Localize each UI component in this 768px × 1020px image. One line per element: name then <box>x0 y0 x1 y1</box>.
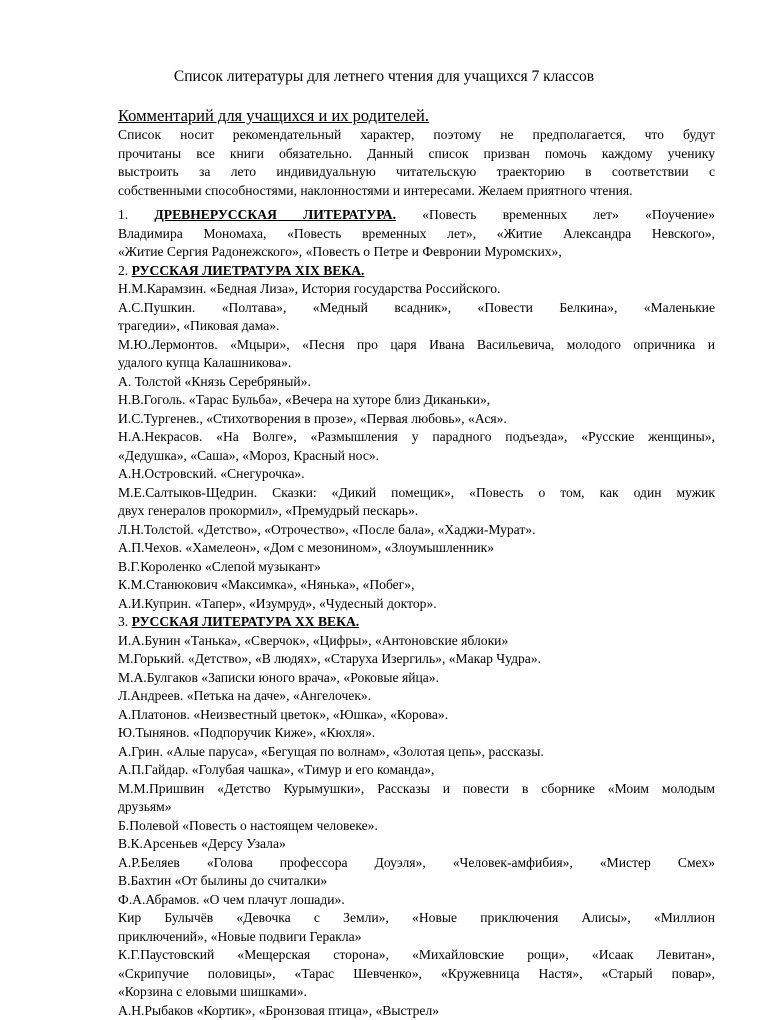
list-item: М.Е.Салтыков-Щедрин. Сказки: «Дикий помещик», «Повесть о том, как один мужик <box>118 484 715 503</box>
section-1-heading: ДРЕВНЕРУССКАЯ ЛИТЕРАТУРА. <box>154 207 396 222</box>
list-item: А.Н.Рыбаков «Кортик», «Бронзовая птица», «Выстрел» <box>118 1002 715 1020</box>
list-item: А.Н.Островский. «Снегурочка». <box>118 465 715 484</box>
list-item: Ю.Тынянов. «Подпоручик Киже», «Кюхля». <box>118 724 715 743</box>
section-1-first-line: «Повесть временных лет» «Поучение» <box>422 207 715 222</box>
list-item: М.А.Булгаков «Записки юного врача», «Роковые яйца». <box>118 669 715 688</box>
list-item: И.А.Бунин «Танька», «Сверчок», «Цифры», «Антоновские яблоки» <box>118 632 715 651</box>
intro-line: выстроить за лето индивидуальную читательскую траекторию в соответствии с <box>118 163 715 182</box>
list-item: «Дедушка», «Саша», «Мороз, Красный нос». <box>118 447 715 466</box>
intro-line: прочитаны все книги обязательно. Данный список призван помочь каждому ученику <box>118 145 715 164</box>
list-item: А.С.Пушкин. «Полтава», «Медный всадник», «Повести Белкина», «Маленькие <box>118 299 715 318</box>
list-item: А.Р.Беляев «Голова профессора Доуэля», «Человек-амфибия», «Мистер Смех» <box>118 854 715 873</box>
list-item: Н.А.Некрасов. «На Волге», «Размышления у парадного подъезда», «Русские женщины», <box>118 428 715 447</box>
list-item: Л.Андреев. «Петька на даче», «Ангелочек». <box>118 687 715 706</box>
list-item: В.Г.Короленко «Слепой музыкант» <box>118 558 715 577</box>
list-item: В.К.Арсеньев «Дерсу Узала» <box>118 835 715 854</box>
list-item: А.П.Чехов. «Хамелеон», «Дом с мезонином», «Злоумышленник» <box>118 539 715 558</box>
list-item: Б.Полевой «Повесть о настоящем человеке». <box>118 817 715 836</box>
list-item: А. Толстой «Князь Серебряный». <box>118 373 715 392</box>
section-3-number: 3. <box>118 614 128 629</box>
list-item: Н.М.Карамзин. «Бедная Лиза», История государства Российского. <box>118 280 715 299</box>
list-item: А.П.Гайдар. «Голубая чашка», «Тимур и его команда», <box>118 761 715 780</box>
section-2-header-line <box>118 262 715 281</box>
list-item: трагедии», «Пиковая дама». <box>118 317 715 336</box>
section-3-header-line <box>118 613 715 632</box>
section-2-heading: РУССКАЯ ЛИЕТРАТУРА XIX ВЕКА. <box>132 263 365 278</box>
section-1-number: 1. <box>118 207 128 222</box>
list-item: «Корзина с еловыми шишками». <box>118 983 715 1002</box>
list-item: Кир Булычёв «Девочка с Земли», «Новые приключения Алисы», «Миллион <box>118 909 715 928</box>
section-1-header-line <box>118 206 715 225</box>
intro-line: Список носит рекомендательный характер, поэтому не предполагается, что будут <box>118 126 715 145</box>
section-2-number: 2. <box>118 263 128 278</box>
intro-paragraph <box>118 126 715 200</box>
list-item: Н.В.Гоголь. «Тарас Бульба», «Вечера на хуторе близ Диканьки», <box>118 391 715 410</box>
list-item: Ф.А.Абрамов. «О чем плачут лошади». <box>118 891 715 910</box>
list-item: удалого купца Калашникова». <box>118 354 715 373</box>
section-1-line: Владимира Мономаха, «Повесть временных лет», «Житие Александра Невского», <box>118 225 715 244</box>
section-3-heading: РУССКАЯ ЛИТЕРАТУРА XX ВЕКА. <box>132 614 360 629</box>
list-item: И.С.Тургенев., «Стихотворения в прозе», «Первая любовь», «Ася». <box>118 410 715 429</box>
section-1-line: «Житие Сергия Радонежского», «Повесть о Петре и Февронии Муромских», <box>118 243 715 262</box>
list-item: М.Горький. «Детство», «В людях», «Старуха Изергиль», «Макар Чудра». <box>118 650 715 669</box>
literature-list <box>118 206 715 1020</box>
section-3-list <box>118 632 715 1020</box>
list-item: «Скрипучие половицы», «Тарас Шевченко», «Кружевница Настя», «Старый повар», <box>118 965 715 984</box>
list-item: Л.Н.Толстой. «Детство», «Отрочество», «После бала», «Хаджи-Мурат». <box>118 521 715 540</box>
comment-heading: Комментарий для учащихся и их родителей. <box>118 106 429 126</box>
list-item: М.Ю.Лермонтов. «Мцыри», «Песня про царя Ивана Васильевича, молодого опричника и <box>118 336 715 355</box>
list-item: А.Платонов. «Неизвестный цветок», «Юшка», «Корова». <box>118 706 715 725</box>
list-item: М.М.Пришвин «Детство Курымушки», Рассказы и повести в сборнике «Моим молодым <box>118 780 715 799</box>
list-item: А.И.Куприн. «Тапер», «Изумруд», «Чудесный доктор». <box>118 595 715 614</box>
section-2-list <box>118 280 715 613</box>
list-item: приключений», «Новые подвиги Геракла» <box>118 928 715 947</box>
page-title: Список литературы для летнего чтения для учащихся 7 классов <box>0 68 768 86</box>
list-item: В.Бахтин «От былины до считалки» <box>118 872 715 891</box>
list-item: А.Грин. «Алые паруса», «Бегущая по волнам», «Золотая цепь», рассказы. <box>118 743 715 762</box>
list-item: двух генералов прокормил», «Премудрый пескарь». <box>118 502 715 521</box>
list-item: К.М.Станюкович «Максимка», «Нянька», «Побег», <box>118 576 715 595</box>
list-item: К.Г.Паустовский «Мещерская сторона», «Михайловские рощи», «Исаак Левитан», <box>118 946 715 965</box>
list-item: друзьям» <box>118 798 715 817</box>
intro-line: собственными способностями, наклонностями и интересами. Желаем приятного чтения. <box>118 182 715 201</box>
